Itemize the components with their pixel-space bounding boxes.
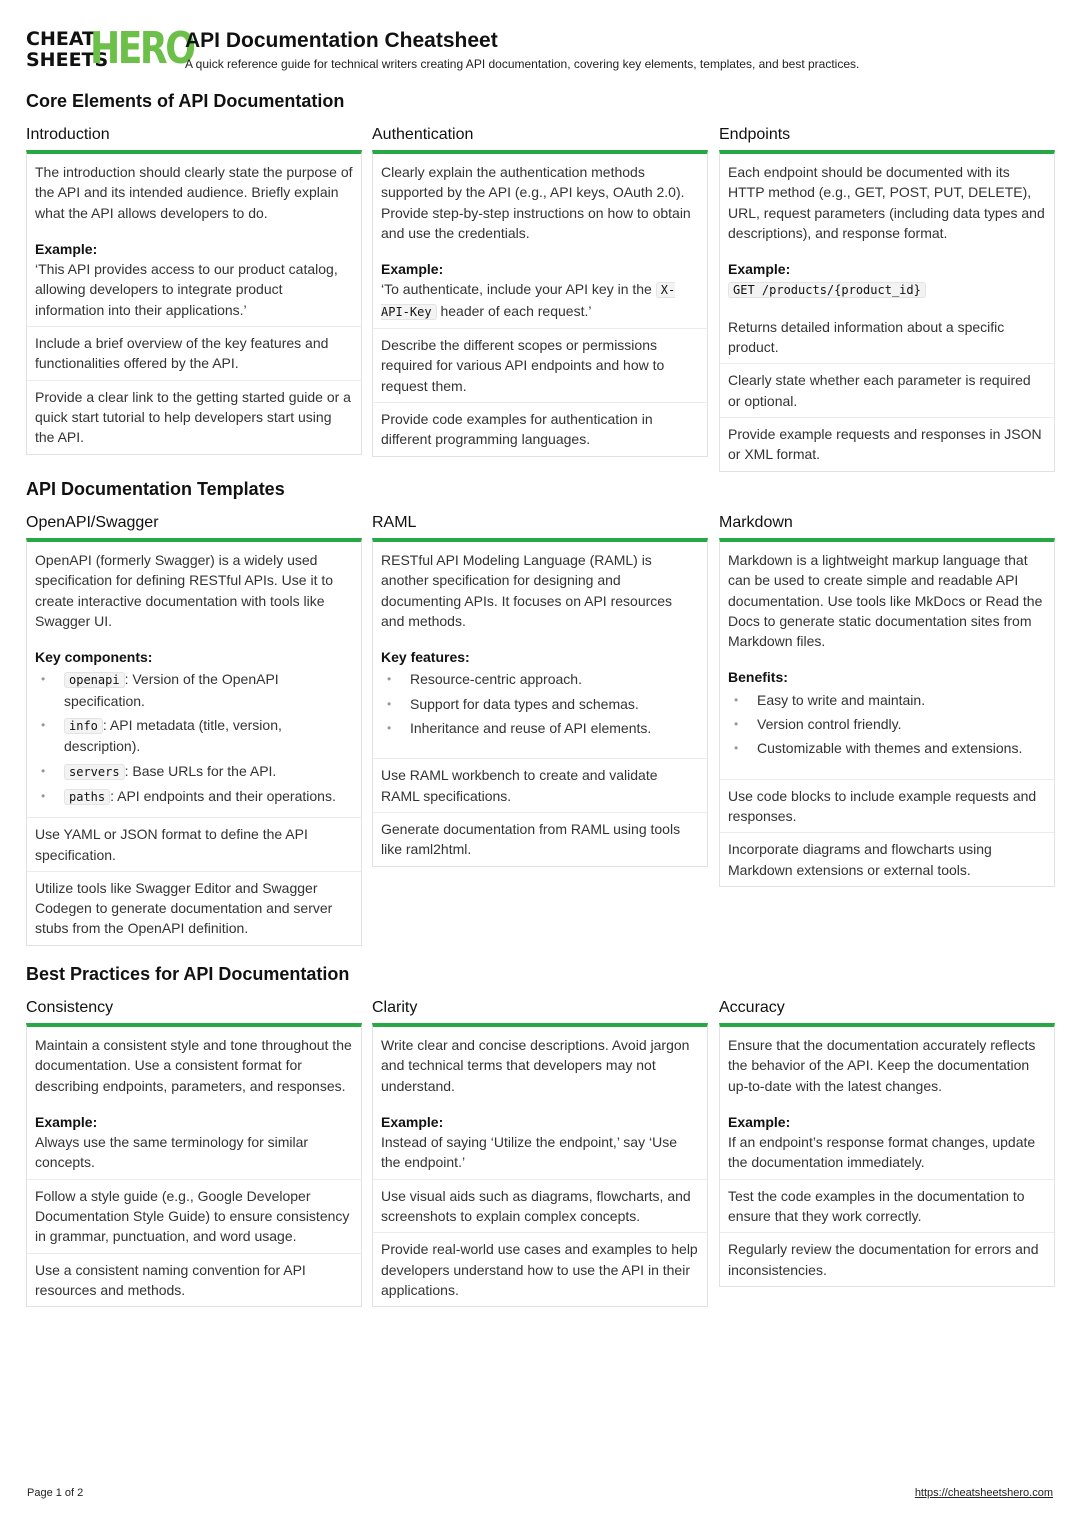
card-accuracy xyxy=(719,999,1055,1287)
card-block: Use YAML or JSON format to define the API specification. xyxy=(27,817,361,871)
example-code-line xyxy=(728,279,1046,300)
example-label: Example: xyxy=(728,261,791,278)
card-block xyxy=(27,154,361,326)
card-block: Use visual aids such as diagrams, flowcharts, and screenshots to explain complex concepts. xyxy=(373,1179,707,1233)
component-list xyxy=(35,669,353,807)
card-title: Clarity xyxy=(372,999,418,1016)
card-block: Utilize tools like Swagger Editor and Swagger Codegen to generate documentation and server stubs from the OpenAPI definition. xyxy=(27,871,361,945)
page-number: Page 1 of 2 xyxy=(27,1487,84,1499)
feature-list xyxy=(381,669,699,738)
list-item: • Resource-centric approach. xyxy=(381,669,699,689)
list-item xyxy=(35,786,353,807)
item-code: paths xyxy=(64,789,110,805)
item-text: : Version of the OpenAPI specification. xyxy=(64,671,279,709)
endpoint-code: GET /products/{product_id} xyxy=(728,282,926,298)
list-label: Benefits: xyxy=(728,669,788,686)
card-block: Use code blocks to include example requests and responses. xyxy=(720,779,1054,833)
list-label: Key features: xyxy=(381,649,470,666)
example-text: Returns detailed information about a specific product. xyxy=(728,318,1005,356)
list-item: • Version control friendly. xyxy=(728,714,1046,734)
example-text-pre: ‘To authenticate, include your API key in the xyxy=(381,281,656,298)
card-block: Provide real-world use cases and examples to help developers understand how to use the API in their applications. xyxy=(373,1232,707,1306)
card-markdown xyxy=(719,514,1055,887)
card-openapi xyxy=(26,514,362,946)
card-block: Provide example requests and responses in JSON or XML format. xyxy=(720,417,1054,471)
card-block xyxy=(373,1027,707,1179)
example-text: Instead of saying ‘Utilize the endpoint,’ say ‘Use the endpoint.’ xyxy=(381,1134,677,1171)
page-subtitle: A quick reference guide for technical writers creating API documentation, covering key elements, templates, and best practices. xyxy=(185,57,860,71)
card-authentication xyxy=(372,126,708,457)
list-label: Key components: xyxy=(35,649,153,666)
list-item: • Support for data types and schemas. xyxy=(381,694,699,714)
item-code: openapi xyxy=(64,672,125,688)
example-text: Always use the same terminology for similar concepts. xyxy=(35,1134,309,1171)
benefit-list xyxy=(728,690,1046,759)
section-title-templates: API Documentation Templates xyxy=(26,479,285,499)
example-label: Example: xyxy=(35,240,98,257)
section-title-practices: Best Practices for API Documentation xyxy=(26,964,350,984)
card-block: Test the code examples in the documentation to ensure that they work correctly. xyxy=(720,1179,1054,1233)
card-block: Describe the different scopes or permissions required for various API endpoints and how to request them. xyxy=(373,328,707,402)
card-title: Accuracy xyxy=(719,999,785,1016)
list-item: • Customizable with themes and extensions. xyxy=(728,738,1046,758)
item-text: : API metadata (title, version, description). xyxy=(64,717,282,755)
block-text: RESTful API Modeling Language (RAML) is another specification for designing and documenting APIs. It focuses on API resources and methods. xyxy=(381,552,673,629)
block-text: Each endpoint should be documented with its HTTP method (e.g., GET, POST, PUT, DELETE), URL, request parameters (including data types and descriptions), and response format. xyxy=(728,164,1045,241)
logo-sheets-text: SHEETS xyxy=(26,49,109,71)
item-text: : Base URLs for the API. xyxy=(124,762,277,779)
list-item: • Inheritance and reuse of API elements. xyxy=(381,718,699,738)
block-text: Write clear and concise descriptions. Avoid jargon and technical terms that developers may not understand. xyxy=(381,1037,690,1094)
card-block: Include a brief overview of the key features and functionalities offered by the API. xyxy=(27,326,361,380)
example-label: Example: xyxy=(728,1113,791,1130)
card-title: Consistency xyxy=(26,999,114,1016)
item-code: info xyxy=(64,718,103,734)
page-header xyxy=(26,23,1054,74)
card-block xyxy=(720,542,1054,779)
card-block xyxy=(373,542,707,758)
card-body xyxy=(719,1023,1055,1287)
block-text: Clearly explain the authentication methods supported by the API (e.g., API keys, OAuth 2.0). Provide step-by-step instructions on how to obtain and use the credentials. xyxy=(381,164,691,241)
card-body xyxy=(372,150,708,457)
site-link[interactable]: https://cheatsheetshero.com xyxy=(914,1487,1053,1499)
card-block xyxy=(720,154,1054,363)
block-text: Markdown is a lightweight markup language that can be used to create simple and readable API documentation. Use tools like MkDocs or Read the Docs to generate static documentation sites from Markdown files. xyxy=(728,552,1043,650)
card-block: Use a consistent naming convention for API resources and methods. xyxy=(27,1253,361,1307)
block-text: The introduction should clearly state the purpose of the API and its intended audience. Briefly explain what the API allows developers to do. xyxy=(35,164,353,221)
card-body xyxy=(372,1023,708,1307)
card-consistency xyxy=(26,999,362,1307)
section-title-core: Core Elements of API Documentation xyxy=(26,91,345,111)
card-body xyxy=(26,538,362,946)
card-block: Provide code examples for authentication in different programming languages. xyxy=(373,402,707,456)
card-block: Generate documentation from RAML using tools like raml2html. xyxy=(373,812,707,866)
card-title: Introduction xyxy=(26,126,110,143)
card-introduction xyxy=(26,126,362,455)
block-text: OpenAPI (formerly Swagger) is a widely used specification for defining RESTful APIs. Use it to create interactive documentation with tools like Swagger UI. xyxy=(35,552,334,629)
card-block: Clearly state whether each parameter is required or optional. xyxy=(720,363,1054,417)
card-block xyxy=(720,1027,1054,1179)
card-body xyxy=(26,150,362,455)
card-block: Incorporate diagrams and flowcharts using Markdown extensions or external tools. xyxy=(720,832,1054,886)
card-title: OpenAPI/Swagger xyxy=(26,514,159,531)
cheatsheetshero-logo[interactable] xyxy=(26,23,194,74)
card-title: Endpoints xyxy=(719,126,791,143)
header-code: X-API-Key xyxy=(381,283,676,319)
card-body xyxy=(372,538,708,867)
card-body xyxy=(26,1023,362,1307)
card-block: Follow a style guide (e.g., Google Developer Documentation Style Guide) to ensure consistency in grammar, punctuation, and word usage. xyxy=(27,1179,361,1253)
example-text: ‘This API provides access to our product catalog, allowing developers to integrate product information into their applications.’ xyxy=(35,261,338,318)
card-title: RAML xyxy=(372,514,417,531)
card-block xyxy=(373,154,707,328)
example-text-post: header of each request.’ xyxy=(436,302,592,319)
example-label: Example: xyxy=(381,261,444,278)
card-endpoints xyxy=(719,126,1055,472)
card-block xyxy=(27,1027,361,1179)
card-block: Use RAML workbench to create and validate RAML specifications. xyxy=(373,758,707,812)
item-code: servers xyxy=(64,764,125,780)
list-item xyxy=(35,715,353,757)
card-body xyxy=(719,150,1055,472)
item-text: : API endpoints and their operations. xyxy=(110,787,336,804)
card-body xyxy=(719,538,1055,887)
logo-cheat-text: CHEAT xyxy=(26,28,96,50)
block-text: Ensure that the documentation accurately reflects the behavior of the API. Keep the documentation up-to-date with the latest changes. xyxy=(728,1037,1036,1094)
card-block: Regularly review the documentation for errors and inconsistencies. xyxy=(720,1232,1054,1286)
card-block xyxy=(27,542,361,817)
block-text: Maintain a consistent style and tone throughout the documentation. Use a consistent format for describing endpoints, parameters, and responses. xyxy=(35,1037,352,1094)
example-text: If an endpoint’s response format changes, update the documentation immediately. xyxy=(728,1134,1036,1171)
card-title: Markdown xyxy=(719,514,793,531)
card-block: Provide a clear link to the getting started guide or a quick start tutorial to help developers start using the API. xyxy=(27,380,361,454)
page-title: API Documentation Cheatsheet xyxy=(185,29,498,52)
card-clarity xyxy=(372,999,708,1307)
card-title: Authentication xyxy=(372,126,474,143)
card-raml xyxy=(372,514,708,867)
list-item xyxy=(35,761,353,782)
example-label: Example: xyxy=(35,1113,98,1130)
example-text xyxy=(381,279,699,322)
example-label: Example: xyxy=(381,1113,444,1130)
list-item xyxy=(35,669,353,711)
list-item: • Easy to write and maintain. xyxy=(728,690,1046,710)
logo-hero-text: HERO xyxy=(90,23,194,74)
